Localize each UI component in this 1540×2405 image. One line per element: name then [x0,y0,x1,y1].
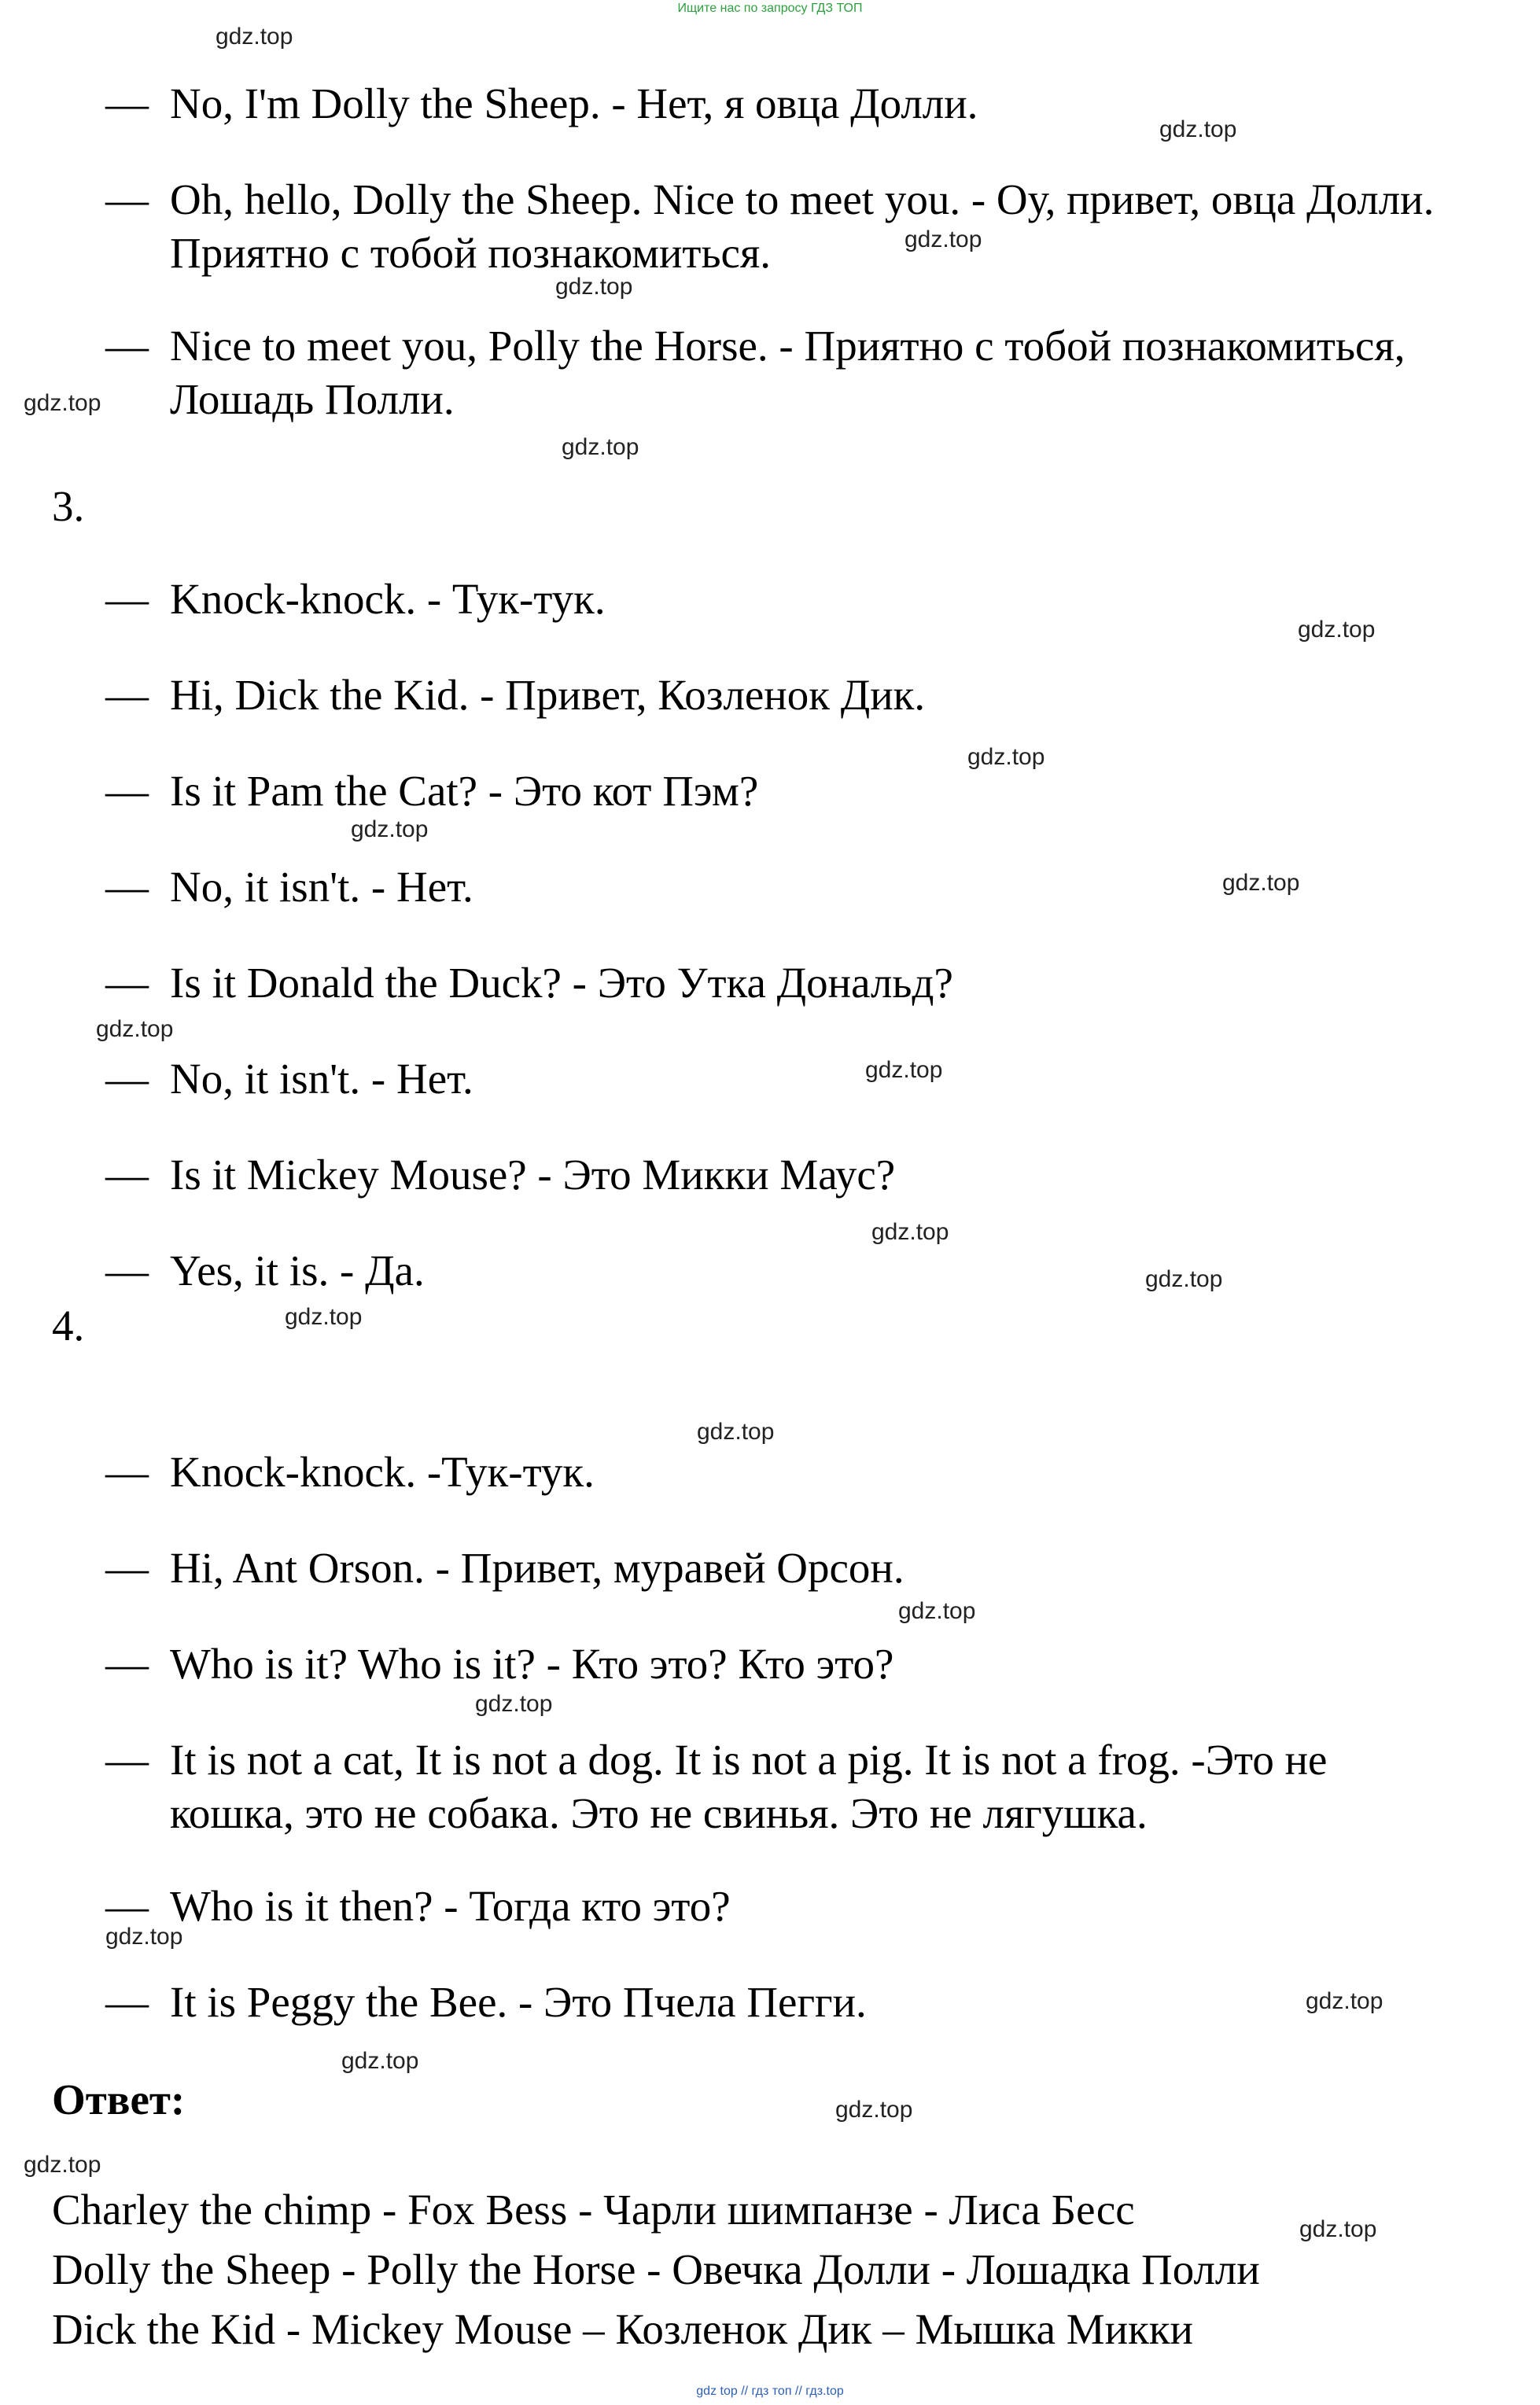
watermark: gdz.top [24,390,101,416]
answer-title: Ответ: [52,2075,186,2123]
dialogue-line [105,956,1538,1010]
dialogue-line-continuation [170,373,1538,426]
dialogue-line [105,1244,1538,1298]
dash: — [105,959,149,1007]
watermark: gdz.top [216,24,293,50]
dash: — [105,1736,149,1784]
dialogue-text: Лошадь Полли. [170,375,455,423]
dash: — [105,1151,149,1199]
dialogue-text: Приятно с тобой познакомиться. [170,229,772,277]
dash: — [105,671,149,719]
watermark: gdz.top [1145,1266,1223,1292]
dash: — [105,175,149,223]
dialogue-line [105,1148,1538,1202]
dialogue-line [105,668,1538,722]
watermark: gdz.top [475,1691,553,1717]
dash: — [105,575,149,623]
watermark: gdz.top [341,2048,419,2074]
dash: — [105,1544,149,1592]
watermark: gdz.top [1159,116,1237,142]
dialogue-text: Yes, it is. - Да. [170,1247,425,1295]
watermark: gdz.top [1222,870,1300,896]
dash: — [105,1247,149,1295]
dialogue-line [105,77,1538,131]
watermark: gdz.top [865,1057,943,1083]
watermark: gdz.top [1306,1988,1383,2014]
watermark: gdz.top [1299,2216,1377,2242]
dialogue-line-continuation [170,1787,1538,1840]
dialogue-line-continuation [170,227,1538,280]
dialogue-text: Is it Mickey Mouse? - Это Микки Маус? [170,1151,896,1199]
watermark: gdz.top [285,1304,363,1330]
dialogue-text: Hi, Ant Orson. - Привет, муравей Орсон. [170,1544,904,1592]
dialogue-text: It is not a cat, It is not a dog. It is not a pig. It is not a frog. -Это не [170,1736,1328,1784]
dash: — [105,1640,149,1688]
watermark: gdz.top [555,274,633,300]
dialogue-text: Who is it? Who is it? - Кто это? Кто это? [170,1640,894,1688]
dialogue-text: No, it isn't. - Нет. [170,1055,473,1103]
answer-line: Charley the chimp - Fox Bess - Чарли шимпанзе - Лиса Бесс [52,2186,1135,2234]
watermark: gdz.top [967,744,1045,770]
dialogue-line [105,860,1538,914]
dialogue-text: кошка, это не собака. Это не свинья. Это не лягушка. [170,1789,1148,1837]
answer-line: Dolly the Sheep - Polly the Horse - Овечка Долли - Лошадка Полли [52,2245,1260,2293]
dash: — [105,1882,149,1930]
dialogue-line [105,764,1538,818]
watermark: gdz.top [105,1924,183,1950]
answer-line: Dick the Kid - Mickey Mouse – Козленок Дик – Мышка Микки [52,2305,1193,2353]
dialogue-text: Is it Pam the Cat? - Это кот Пэм? [170,767,759,815]
dialogue-line [105,1052,1538,1106]
watermark: gdz.top [1298,617,1376,643]
dialogue-text: Is it Donald the Duck? - Это Утка Дональд? [170,959,953,1007]
dialogue-line [105,1733,1538,1787]
dialogue-text: Hi, Dick the Kid. - Привет, Козленок Дик. [170,671,926,719]
dialogue-text: Oh, hello, Dolly the Sheep. Nice to meet you. - Оу, привет, овца Долли. [170,175,1435,223]
watermark: gdz.top [96,1016,174,1042]
header-note: Ищите нас по запросу ГДЗ ТОП [677,2,863,15]
dash: — [105,79,149,127]
watermark: gdz.top [898,1598,976,1624]
dash: — [105,1055,149,1103]
dialogue-text: Knock-knock. -Тук-тук. [170,1448,595,1496]
watermark: gdz.top [835,2097,913,2123]
watermark: gdz.top [697,1419,775,1445]
dialogue-text: It is Peggy the Bee. - Это Пчела Пегги. [170,1978,867,2026]
dialogue-text: No, I'm Dolly the Sheep. - Нет, я овца Долли. [170,79,978,127]
section-number: 3. [52,482,85,530]
watermark: gdz.top [904,227,982,252]
watermark: gdz.top [871,1219,949,1245]
dialogue-line [105,1637,1538,1691]
watermark: gdz.top [562,434,639,460]
dialogue-line [105,319,1538,373]
dash: — [105,322,149,370]
dialogue-text: Who is it then? - Тогда кто это? [170,1882,731,1930]
dialogue-text: Knock-knock. - Тук-тук. [170,575,606,623]
dialogue-line [105,173,1538,227]
dash: — [105,1448,149,1496]
dialogue-line [105,1541,1538,1595]
watermark: gdz.top [351,816,429,842]
dash: — [105,1978,149,2026]
dialogue-line [105,1446,1538,1499]
dialogue-line [105,1880,1538,1933]
dash: — [105,863,149,911]
dialogue-text: Nice to meet you, Polly the Horse. - Приятно с тобой познакомиться, [170,322,1406,370]
footer-note: gdz top // гдз топ // гдз.top [696,2385,844,2398]
dash: — [105,767,149,815]
dialogue-text: No, it isn't. - Нет. [170,863,473,911]
watermark: gdz.top [24,2152,101,2178]
section-number: 4. [52,1302,85,1350]
